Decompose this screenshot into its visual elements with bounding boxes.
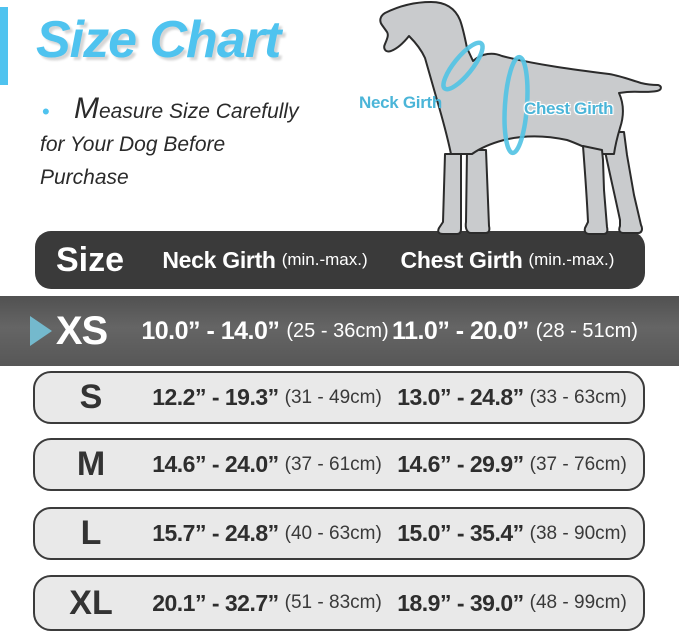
bullet-icon: • <box>42 99 50 124</box>
dog-body <box>380 2 661 154</box>
chest-cm: (48 - 99cm) <box>529 592 627 613</box>
header-chest-column <box>385 247 630 274</box>
neck-girth-value <box>141 316 389 346</box>
header-neck-column <box>145 247 385 274</box>
neck-inches: 14.6” - 24.0” <box>152 451 279 477</box>
size-letter: L <box>80 514 102 552</box>
chest-inches: 13.0” - 24.8” <box>397 384 524 410</box>
chest-cm: (33 - 63cm) <box>529 386 627 408</box>
neck-cm: (31 - 49cm) <box>284 386 382 408</box>
dog-front-near-leg <box>438 154 461 234</box>
accent-bar <box>0 7 8 85</box>
table-row-xl <box>33 575 645 631</box>
note-line-2: for Your Dog Before <box>40 133 226 156</box>
chest-inches: 18.9” - 39.0” <box>397 589 524 616</box>
measure-note <box>40 92 328 194</box>
chest-inches: 15.0” - 35.4” <box>397 520 524 546</box>
size-label <box>35 378 147 417</box>
note-line-3: Purchase <box>40 166 129 189</box>
neck-girth-value <box>147 520 387 547</box>
neck-girth-value <box>147 590 387 617</box>
chest-girth-value <box>387 590 637 617</box>
neck-inches: 15.7” - 24.8” <box>152 520 279 546</box>
header-chest-range: (min.-max.) <box>528 250 615 269</box>
size-label <box>35 584 147 623</box>
header-chest-label: Chest Girth <box>400 246 523 273</box>
chest-cm: (37 - 76cm) <box>529 453 627 475</box>
chest-cm: (38 - 90cm) <box>529 522 627 544</box>
neck-cm: (40 - 63cm) <box>284 522 382 544</box>
size-label <box>0 309 145 354</box>
neck-girth-label: Neck Girth <box>359 93 442 112</box>
size-letter: XS <box>55 308 108 353</box>
neck-inches: 10.0” - 14.0” <box>141 316 280 345</box>
neck-cm: (37 - 61cm) <box>284 453 382 475</box>
table-row-s <box>33 371 645 424</box>
neck-cm: (51 - 83cm) <box>284 592 382 613</box>
chest-girth-value <box>387 451 637 478</box>
size-letter: S <box>79 378 103 416</box>
dog-hind-near-leg <box>583 146 607 234</box>
neck-girth-value <box>147 384 387 411</box>
dog-silhouette <box>339 0 679 245</box>
page-title: Size Chart <box>36 11 281 69</box>
header-neck-range: (min.-max.) <box>281 250 368 269</box>
dog-diagram <box>339 0 679 245</box>
table-row-m <box>33 438 645 491</box>
size-label <box>35 445 147 484</box>
chest-inches: 14.6” - 29.9” <box>397 451 524 477</box>
dog-front-far-leg <box>466 150 490 233</box>
chest-cm: (28 - 51cm) <box>535 319 638 342</box>
neck-inches: 12.2” - 19.3” <box>152 384 279 410</box>
active-row-arrow-icon <box>30 316 52 346</box>
note-line-1: Measure Size Carefully <box>74 92 299 125</box>
header-size-label: Size <box>55 240 125 279</box>
table-row-xs <box>0 296 679 366</box>
table-row-l <box>33 507 645 560</box>
header-neck-label: Neck Girth <box>162 246 276 273</box>
neck-inches: 20.1” - 32.7” <box>152 589 279 616</box>
size-letter: XL <box>69 583 113 622</box>
neck-cm: (25 - 36cm) <box>286 319 389 342</box>
chest-girth-value <box>387 384 637 411</box>
chest-girth-value <box>385 317 645 346</box>
size-label <box>35 514 147 553</box>
neck-girth-value <box>147 451 387 478</box>
chest-girth-value <box>387 520 637 547</box>
chest-girth-label: Chest Girth <box>524 99 614 118</box>
size-letter: M <box>76 445 106 483</box>
chest-inches: 11.0” - 20.0” <box>392 316 529 345</box>
